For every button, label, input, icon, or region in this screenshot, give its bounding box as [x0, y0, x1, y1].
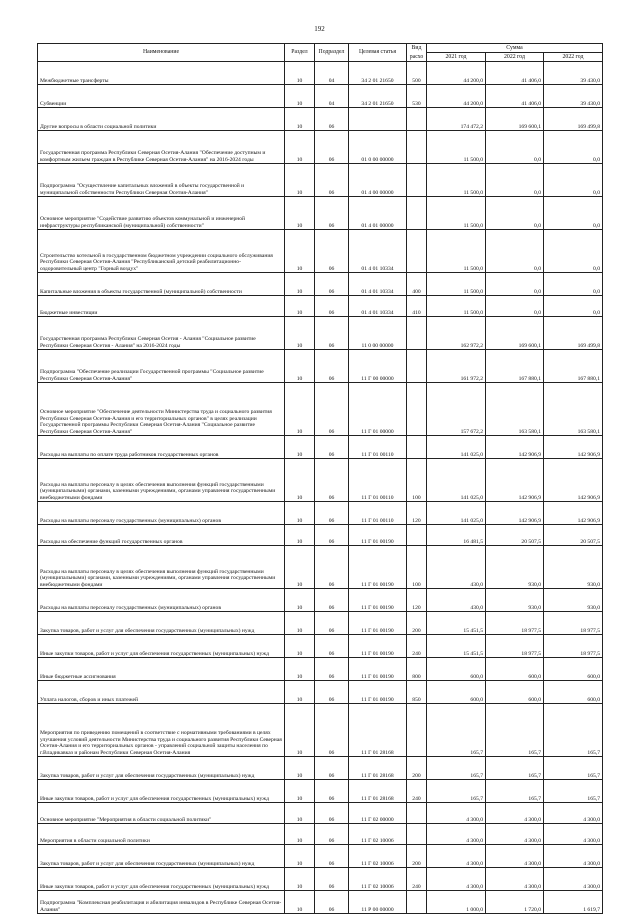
row-expense-kind [407, 824, 427, 845]
row-amount-2023: 4 300,0 [544, 868, 603, 891]
row-amount-2022: 165,7 [486, 704, 544, 757]
header-kind-line2: расхо [409, 53, 424, 60]
row-expense-kind [407, 891, 427, 914]
row-amount-2023: 0,0 [544, 131, 603, 164]
row-amount-2023: 142 906,9 [544, 436, 603, 459]
row-section: 10 [285, 658, 315, 681]
row-amount-2023: 165,7 [544, 757, 603, 780]
table-row [38, 845, 603, 868]
row-name: Бюджетные инвестиции [38, 296, 285, 317]
row-section: 10 [285, 891, 315, 914]
row-amount-2023: 0,0 [544, 164, 603, 197]
row-subsection: 06 [315, 704, 349, 757]
row-amount-2021: 11 500,0 [427, 131, 486, 164]
table-row [38, 502, 603, 525]
row-target-article: 01 4 01 10334 [349, 273, 407, 296]
row-section: 10 [285, 803, 315, 824]
row-amount-2021: 157 672,2 [427, 383, 486, 436]
row-amount-2023: 600,0 [544, 681, 603, 704]
row-expense-kind [407, 803, 427, 824]
row-subsection: 06 [315, 658, 349, 681]
row-amount-2021: 174 472,2 [427, 108, 486, 131]
row-name: Государственная программа Республики Северная Осетия-Алания "Обеспечение доступным и комфортным жильем граждан в Республике Северная Осетия-Алания" на 2016-2024 годы [38, 131, 285, 164]
row-name: Расходы на обеспечение функций государственных органов [38, 525, 285, 546]
row-name: Расходы на выплаты персоналу в целях обеспечения выполнения функций государственными (муниципальными) органами, казенными учреждениями, органами управления государственными внебюджетными фондами [38, 459, 285, 502]
row-name: Подпрограмма "Комплексная реабилитация и абилитация инвалидов в Республике Северная Осетия-Алания" [38, 891, 285, 914]
row-amount-2022: 165,7 [486, 780, 544, 803]
row-target-article: 01 4 00 00000 [349, 164, 407, 197]
row-subsection: 06 [315, 868, 349, 891]
table-row [38, 85, 603, 108]
header-expense-kind [407, 44, 427, 62]
row-amount-2022: 0,0 [486, 164, 544, 197]
row-expense-kind: 200 [407, 845, 427, 868]
row-amount-2023: 1 619,7 [544, 891, 603, 914]
row-section: 10 [285, 85, 315, 108]
row-amount-2021: 44 200,0 [427, 85, 486, 108]
row-amount-2022: 0,0 [486, 131, 544, 164]
row-amount-2022: 930,0 [486, 589, 544, 612]
row-target-article: 11 Г 02 10006 [349, 824, 407, 845]
row-name: Расходы на выплаты персоналу в целях обеспечения выполнения функций государственными (муниципальными) органами, казенными учреждениями, органами управления государственными внебюджетными фондами [38, 546, 285, 589]
table-row [38, 780, 603, 803]
row-amount-2022: 1 720,0 [486, 891, 544, 914]
row-expense-kind [407, 197, 427, 230]
row-name: Иные бюджетные ассигнования [38, 658, 285, 681]
row-name: Расходы на выплаты по оплате труда работников государственных органов [38, 436, 285, 459]
row-subsection: 06 [315, 383, 349, 436]
row-amount-2022: 169 600,1 [486, 108, 544, 131]
row-target-article: 11 Г 01 00190 [349, 589, 407, 612]
row-section: 10 [285, 780, 315, 803]
row-subsection: 06 [315, 803, 349, 824]
row-amount-2022: 600,0 [486, 681, 544, 704]
row-name: Мероприятия по приведению помещений в соответствие с нормативными требованиями в целях улучшения условий деятельности Министерства труда и социального развития Республики Северная Осетия-Алания и его территориальных органов - управлений социальной защиты населения по г.Владикавказ и районам Республики Северная Осетия-Алания [38, 704, 285, 757]
row-section: 10 [285, 681, 315, 704]
row-amount-2021: 141 025,0 [427, 502, 486, 525]
row-name: Закупка товаров, работ и услуг для обеспечения государственных (муниципальных) нужд [38, 845, 285, 868]
row-amount-2021: 162 972,2 [427, 317, 486, 350]
header-target-article: Целевая статья [349, 44, 407, 62]
row-expense-kind [407, 704, 427, 757]
row-name: Закупка товаров, работ и услуг для обеспечения государственных (муниципальных) нужд [38, 757, 285, 780]
row-expense-kind [407, 436, 427, 459]
table-row [38, 612, 603, 635]
row-amount-2023: 4 300,0 [544, 803, 603, 824]
row-section: 10 [285, 350, 315, 383]
row-amount-2021: 4 300,0 [427, 803, 486, 824]
row-amount-2021: 161 972,2 [427, 350, 486, 383]
header-section: Раздел [285, 44, 315, 62]
row-section: 10 [285, 502, 315, 525]
row-expense-kind [407, 164, 427, 197]
row-name: Подпрограмма "Осуществление капитальных вложений в объекты государственной и муниципальной собственности Республики Северная Осетия-Алания" [38, 164, 285, 197]
row-target-article: 11 Р 00 00000 [349, 891, 407, 914]
row-subsection: 06 [315, 197, 349, 230]
row-amount-2023: 163 580,1 [544, 383, 603, 436]
table-row [38, 230, 603, 273]
row-subsection: 06 [315, 845, 349, 868]
row-subsection: 06 [315, 436, 349, 459]
table-row [38, 891, 603, 914]
row-section: 10 [285, 459, 315, 502]
row-expense-kind: 120 [407, 589, 427, 612]
table-row [38, 868, 603, 891]
row-expense-kind [407, 108, 427, 131]
row-amount-2021: 11 500,0 [427, 296, 486, 317]
row-amount-2021: 11 500,0 [427, 197, 486, 230]
row-subsection: 06 [315, 612, 349, 635]
row-target-article: 11 Г 02 10006 [349, 845, 407, 868]
row-name: Капитальные вложения в объекты государственной (муниципальной) собственности [38, 273, 285, 296]
row-subsection: 06 [315, 780, 349, 803]
row-amount-2023: 39 430,0 [544, 85, 603, 108]
table-row [38, 459, 603, 502]
row-section: 10 [285, 317, 315, 350]
row-amount-2021: 4 300,0 [427, 868, 486, 891]
row-expense-kind: 120 [407, 502, 427, 525]
row-expense-kind: 200 [407, 757, 427, 780]
row-section: 10 [285, 197, 315, 230]
row-target-article [349, 108, 407, 131]
table-row [38, 62, 603, 85]
table-row [38, 824, 603, 845]
page-number: 192 [314, 25, 325, 33]
row-amount-2023: 39 430,0 [544, 62, 603, 85]
table-row [38, 681, 603, 704]
table-row [38, 704, 603, 757]
row-section: 10 [285, 757, 315, 780]
table-row [38, 635, 603, 658]
row-name: Основное мероприятие "Мероприятия в области социальной политики" [38, 803, 285, 824]
row-amount-2022: 600,0 [486, 658, 544, 681]
row-amount-2023: 18 977,5 [544, 612, 603, 635]
table-row [38, 317, 603, 350]
row-subsection: 06 [315, 635, 349, 658]
row-amount-2023: 930,0 [544, 589, 603, 612]
row-expense-kind: 240 [407, 780, 427, 803]
row-amount-2022: 18 977,5 [486, 612, 544, 635]
row-section: 10 [285, 131, 315, 164]
row-amount-2023: 0,0 [544, 197, 603, 230]
row-amount-2021: 16 481,5 [427, 525, 486, 546]
row-name: Иные закупки товаров, работ и услуг для обеспечения государственных (муниципальных) нужд [38, 635, 285, 658]
row-expense-kind [407, 131, 427, 164]
row-expense-kind: 100 [407, 459, 427, 502]
row-amount-2022: 4 300,0 [486, 868, 544, 891]
table-row [38, 803, 603, 824]
row-amount-2023: 169 499,8 [544, 108, 603, 131]
row-target-article: 01 4 01 10334 [349, 230, 407, 273]
row-expense-kind: 410 [407, 296, 427, 317]
row-section: 10 [285, 164, 315, 197]
row-subsection: 06 [315, 546, 349, 589]
row-expense-kind: 240 [407, 635, 427, 658]
row-section: 10 [285, 824, 315, 845]
row-amount-2022: 20 507,5 [486, 525, 544, 546]
row-amount-2023: 169 499,8 [544, 317, 603, 350]
row-target-article: 11 Г 00 00000 [349, 350, 407, 383]
row-section: 10 [285, 868, 315, 891]
row-name: Иные закупки товаров, работ и услуг для обеспечения государственных (муниципальных) нужд [38, 780, 285, 803]
row-amount-2022: 930,0 [486, 546, 544, 589]
row-expense-kind [407, 525, 427, 546]
row-amount-2021: 165,7 [427, 757, 486, 780]
table-row [38, 757, 603, 780]
row-amount-2021: 141 025,0 [427, 459, 486, 502]
header-sum: Сумма [427, 44, 603, 53]
row-amount-2022: 165,7 [486, 757, 544, 780]
row-amount-2023: 0,0 [544, 273, 603, 296]
row-amount-2021: 600,0 [427, 658, 486, 681]
row-target-article: 11 Г 01 28168 [349, 704, 407, 757]
header-year-2021: 2021 год [427, 53, 486, 62]
row-amount-2021: 11 500,0 [427, 273, 486, 296]
row-expense-kind [407, 350, 427, 383]
row-amount-2023: 600,0 [544, 658, 603, 681]
row-amount-2021: 141 025,0 [427, 436, 486, 459]
row-amount-2023: 930,0 [544, 546, 603, 589]
row-name: Межбюджетные трансферты [38, 62, 285, 85]
row-amount-2023: 0,0 [544, 230, 603, 273]
row-name: Строительство котельной в государственном бюджетном учреждении социального обслуживания Республики Северная Осетия-Алания "Республиканский детский реабилитационно-оздоровительный центр "Горный воздух" [38, 230, 285, 273]
row-amount-2022: 4 300,0 [486, 824, 544, 845]
row-name: Закупка товаров, работ и услуг для обеспечения государственных (муниципальных) нужд [38, 612, 285, 635]
table-row [38, 197, 603, 230]
row-amount-2022: 142 906,9 [486, 502, 544, 525]
table-row [38, 273, 603, 296]
row-amount-2023: 18 977,5 [544, 635, 603, 658]
row-section: 10 [285, 589, 315, 612]
row-target-article: 11 Г 01 00190 [349, 525, 407, 546]
header-name: Наименование [38, 44, 285, 62]
row-subsection: 06 [315, 273, 349, 296]
row-amount-2022: 0,0 [486, 273, 544, 296]
row-name: Уплата налогов, сборов и иных платежей [38, 681, 285, 704]
row-amount-2021: 430,0 [427, 589, 486, 612]
row-subsection: 06 [315, 757, 349, 780]
row-subsection: 04 [315, 62, 349, 85]
header-year-2022: 2022 год [486, 53, 544, 62]
budget-table [37, 43, 603, 914]
row-amount-2021: 600,0 [427, 681, 486, 704]
row-target-article: 11 Г 01 00110 [349, 459, 407, 502]
row-subsection: 06 [315, 681, 349, 704]
row-section: 10 [285, 230, 315, 273]
row-amount-2023: 4 300,0 [544, 845, 603, 868]
row-expense-kind [407, 317, 427, 350]
row-target-article: 34 2 01 21650 [349, 62, 407, 85]
row-section: 10 [285, 383, 315, 436]
row-subsection: 06 [315, 525, 349, 546]
table-row [38, 546, 603, 589]
header-year-2023: 2022 год [544, 53, 603, 62]
row-amount-2021: 430,0 [427, 546, 486, 589]
row-amount-2022: 0,0 [486, 197, 544, 230]
row-subsection: 06 [315, 317, 349, 350]
row-subsection: 06 [315, 350, 349, 383]
table-row [38, 131, 603, 164]
row-amount-2022: 163 580,1 [486, 383, 544, 436]
table-row [38, 525, 603, 546]
row-target-article: 11 Г 01 00110 [349, 436, 407, 459]
row-subsection: 06 [315, 891, 349, 914]
row-target-article: 01 4 01 10334 [349, 296, 407, 317]
row-amount-2023: 4 300,0 [544, 824, 603, 845]
row-section: 10 [285, 62, 315, 85]
row-target-article: 11 Г 01 28168 [349, 757, 407, 780]
row-amount-2022: 167 880,1 [486, 350, 544, 383]
row-amount-2023: 165,7 [544, 704, 603, 757]
row-subsection: 06 [315, 164, 349, 197]
row-amount-2022: 169 600,1 [486, 317, 544, 350]
row-expense-kind: 850 [407, 681, 427, 704]
row-target-article: 11 Г 01 28168 [349, 780, 407, 803]
row-expense-kind [407, 383, 427, 436]
row-target-article: 11 Г 01 00000 [349, 383, 407, 436]
row-amount-2021: 4 300,0 [427, 845, 486, 868]
row-target-article: 11 Г 01 00190 [349, 546, 407, 589]
row-amount-2023: 165,7 [544, 780, 603, 803]
table-row [38, 658, 603, 681]
row-section: 10 [285, 704, 315, 757]
row-amount-2021: 15 451,5 [427, 612, 486, 635]
row-target-article: 01 0 00 00000 [349, 131, 407, 164]
row-subsection: 06 [315, 131, 349, 164]
table-row [38, 383, 603, 436]
row-amount-2022: 0,0 [486, 296, 544, 317]
row-amount-2023: 142 906,9 [544, 459, 603, 502]
row-name: Расходы на выплаты персоналу государственных (муниципальных) органов [38, 589, 285, 612]
row-name: Мероприятия в области социальной политики [38, 824, 285, 845]
table-row [38, 436, 603, 459]
row-target-article: 11 Г 02 10006 [349, 868, 407, 891]
row-section: 10 [285, 296, 315, 317]
row-name: Основное мероприятие "Обеспечение деятельности Министерства труда и социального развития Республики Северная Осетия-Алания и его территориальных органов" в целях реализации Государственной программы Республики Северная Осетия-Алания "Социальное развитие Республики Северная Осетия-Алания" [38, 383, 285, 436]
row-name: Иные закупки товаров, работ и услуг для обеспечения государственных (муниципальных) нужд [38, 868, 285, 891]
row-amount-2023: 167 880,1 [544, 350, 603, 383]
row-target-article: 11 Г 01 00190 [349, 658, 407, 681]
row-subsection: 06 [315, 230, 349, 273]
row-amount-2022: 4 300,0 [486, 845, 544, 868]
row-section: 10 [285, 546, 315, 589]
row-target-article: 11 Г 01 00110 [349, 502, 407, 525]
row-subsection: 06 [315, 502, 349, 525]
row-name: Подпрограмма "Обеспечение реализации Государственной программы "Социальное развитие Республики Северная Осетия-Алания" [38, 350, 285, 383]
row-amount-2022: 41 406,0 [486, 85, 544, 108]
row-section: 10 [285, 525, 315, 546]
row-name: Субвенции [38, 85, 285, 108]
row-name: Государственная программа Республики Северная Осетия - Алания "Социальное развитие Республики Северная Осетия - Алания" на 2016-2024 годы [38, 317, 285, 350]
row-amount-2022: 0,0 [486, 230, 544, 273]
row-amount-2022: 142 906,9 [486, 436, 544, 459]
row-amount-2021: 4 300,0 [427, 824, 486, 845]
row-section: 10 [285, 612, 315, 635]
header-kind-line1: Вид [411, 45, 422, 51]
row-expense-kind: 500 [407, 62, 427, 85]
row-amount-2023: 0,0 [544, 296, 603, 317]
table-row [38, 350, 603, 383]
row-subsection: 06 [315, 296, 349, 317]
budget-body [38, 62, 603, 914]
row-amount-2021: 11 500,0 [427, 230, 486, 273]
row-name: Расходы на выплаты персоналу государственных (муниципальных) органов [38, 502, 285, 525]
row-target-article: 11 Г 01 00190 [349, 635, 407, 658]
row-expense-kind [407, 230, 427, 273]
row-expense-kind: 100 [407, 546, 427, 589]
row-subsection: 06 [315, 824, 349, 845]
row-section: 10 [285, 845, 315, 868]
row-target-article: 11 0 00 00000 [349, 317, 407, 350]
row-subsection: 06 [315, 459, 349, 502]
header-subsection: Подраздел [315, 44, 349, 62]
table-row [38, 108, 603, 131]
row-section: 10 [285, 273, 315, 296]
row-subsection: 04 [315, 85, 349, 108]
row-amount-2022: 41 406,0 [486, 62, 544, 85]
row-amount-2023: 20 507,5 [544, 525, 603, 546]
row-section: 10 [285, 108, 315, 131]
row-amount-2021: 11 500,0 [427, 164, 486, 197]
row-amount-2022: 4 300,0 [486, 803, 544, 824]
row-section: 10 [285, 635, 315, 658]
row-subsection: 06 [315, 108, 349, 131]
row-amount-2022: 18 977,5 [486, 635, 544, 658]
row-target-article: 34 2 01 21650 [349, 85, 407, 108]
row-amount-2021: 44 200,0 [427, 62, 486, 85]
row-expense-kind: 400 [407, 273, 427, 296]
row-expense-kind: 240 [407, 868, 427, 891]
row-expense-kind: 530 [407, 85, 427, 108]
row-name: Основное мероприятие "Содействие развитию объектов коммунальной и инженерной инфраструктуры республиканской (муниципальной) собственности" [38, 197, 285, 230]
row-target-article: 11 Г 01 00190 [349, 612, 407, 635]
row-expense-kind: 800 [407, 658, 427, 681]
row-name: Другие вопросы в области социальной политики [38, 108, 285, 131]
row-target-article: 01 4 01 00000 [349, 197, 407, 230]
row-section: 10 [285, 436, 315, 459]
row-expense-kind: 200 [407, 612, 427, 635]
table-row [38, 164, 603, 197]
row-amount-2022: 142 906,9 [486, 459, 544, 502]
row-amount-2021: 165,7 [427, 780, 486, 803]
row-amount-2023: 142 906,9 [544, 502, 603, 525]
row-target-article: 11 Г 02 00000 [349, 803, 407, 824]
row-subsection: 06 [315, 589, 349, 612]
row-amount-2021: 165,7 [427, 704, 486, 757]
row-amount-2021: 15 451,5 [427, 635, 486, 658]
row-amount-2021: 1 000,0 [427, 891, 486, 914]
row-target-article: 11 Г 01 00190 [349, 681, 407, 704]
table-row [38, 296, 603, 317]
table-row [38, 589, 603, 612]
